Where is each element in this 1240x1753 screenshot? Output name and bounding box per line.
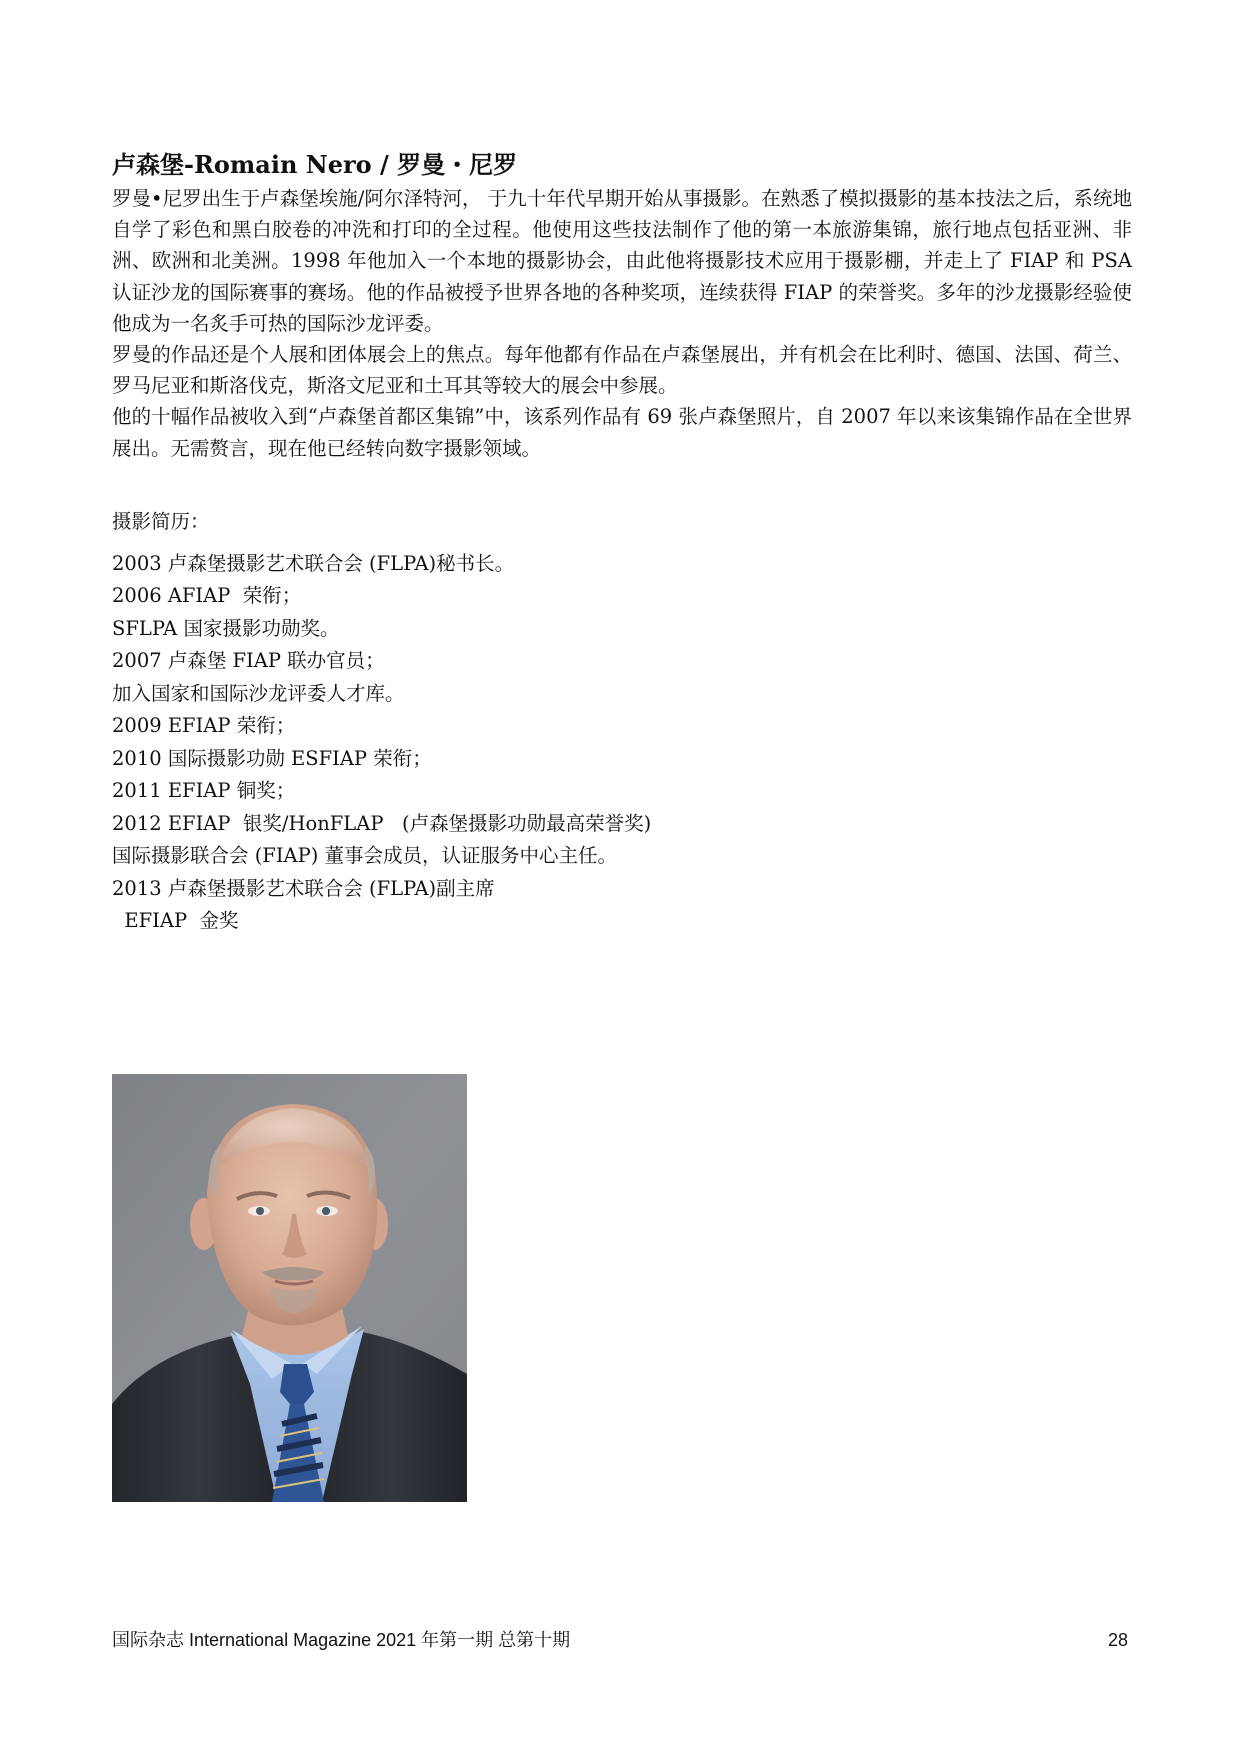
page-number: 28 [1107, 1630, 1128, 1650]
article-body [112, 183, 1132, 464]
publication-footer: 国际杂志 International Magazine 2021 年第一期 总第十期 [112, 1630, 571, 1650]
cv-item: 2003 卢森堡摄影艺术联合会 (FLPA)秘书长。 [112, 551, 515, 575]
article-title: 卢森堡-Romain Nero / 罗曼・尼罗 [112, 150, 518, 179]
portrait-photo [112, 1074, 467, 1502]
bio-paragraph: 他的十幅作品被收入到“卢森堡首都区集锦”中，该系列作品有 69 张卢森堡照片，自 2007 年以来该集锦作品在全世界展出。无需赘言，现在他已经转向数字摄影领域。 [112, 405, 1132, 460]
cv-item: SFLPA 国家摄影功勋奖。 [112, 616, 340, 640]
cv-item: 2007 卢森堡 FIAP 联办官员； [112, 649, 385, 672]
cv-item: 2013 卢森堡摄影艺术联合会 (FLPA)副主席 [112, 876, 495, 900]
cv-item: 加入国家和国际沙龙评委人才库。 [112, 681, 405, 705]
portrait-illustration [112, 1074, 467, 1502]
cv-item: 2006 AFIAP 荣衔； [112, 584, 302, 607]
photography-cv [112, 506, 1012, 938]
cv-item: 国际摄影联合会 (FIAP) 董事会成员，认证服务中心主任。 [112, 844, 618, 867]
cv-item: EFIAP 金奖 [112, 909, 239, 932]
cv-heading: 摄影简历： [112, 510, 210, 533]
cv-item: 2011 EFIAP 铜奖； [112, 779, 296, 802]
cv-item: 2009 EFIAP 荣衔； [112, 714, 296, 737]
bio-paragraph: 罗曼的作品还是个人展和团体展会上的焦点。每年他都有作品在卢森堡展出，并有机会在比利时、德国、法国、荷兰、罗马尼亚和斯洛伐克，斯洛文尼亚和土耳其等较大的展会中参展。 [112, 343, 1132, 398]
cv-item: 2012 EFIAP 银奖/HonFLAP (卢森堡摄影功勋最高荣誉奖) [112, 811, 652, 835]
bio-paragraph: 罗曼•尼罗出生于卢森堡埃施/阿尔泽特河， 于九十年代早期开始从事摄影。在熟悉了模拟摄影的基本技法之后，系统地自学了彩色和黑白胶卷的冲洗和打印的全过程。他使用这些技法制作了他的第一本旅游集锦，旅行地点包括亚洲、非洲、欧洲和北美洲。1998 年他加入一个本地的摄影协会，由此他将摄影技术应用于摄影棚，并走上了 FIAP 和 PSA 认证沙龙的国际赛事的赛场。他的作品被授予世界各地的各种奖项，连续获得 FIAP 的荣誉奖。多年的沙龙摄影经验使他成为一名炙手可热的国际沙龙评委。 [112, 187, 1132, 335]
cv-item: 2010 国际摄影功勋 ESFIAP 荣衔； [112, 746, 432, 770]
